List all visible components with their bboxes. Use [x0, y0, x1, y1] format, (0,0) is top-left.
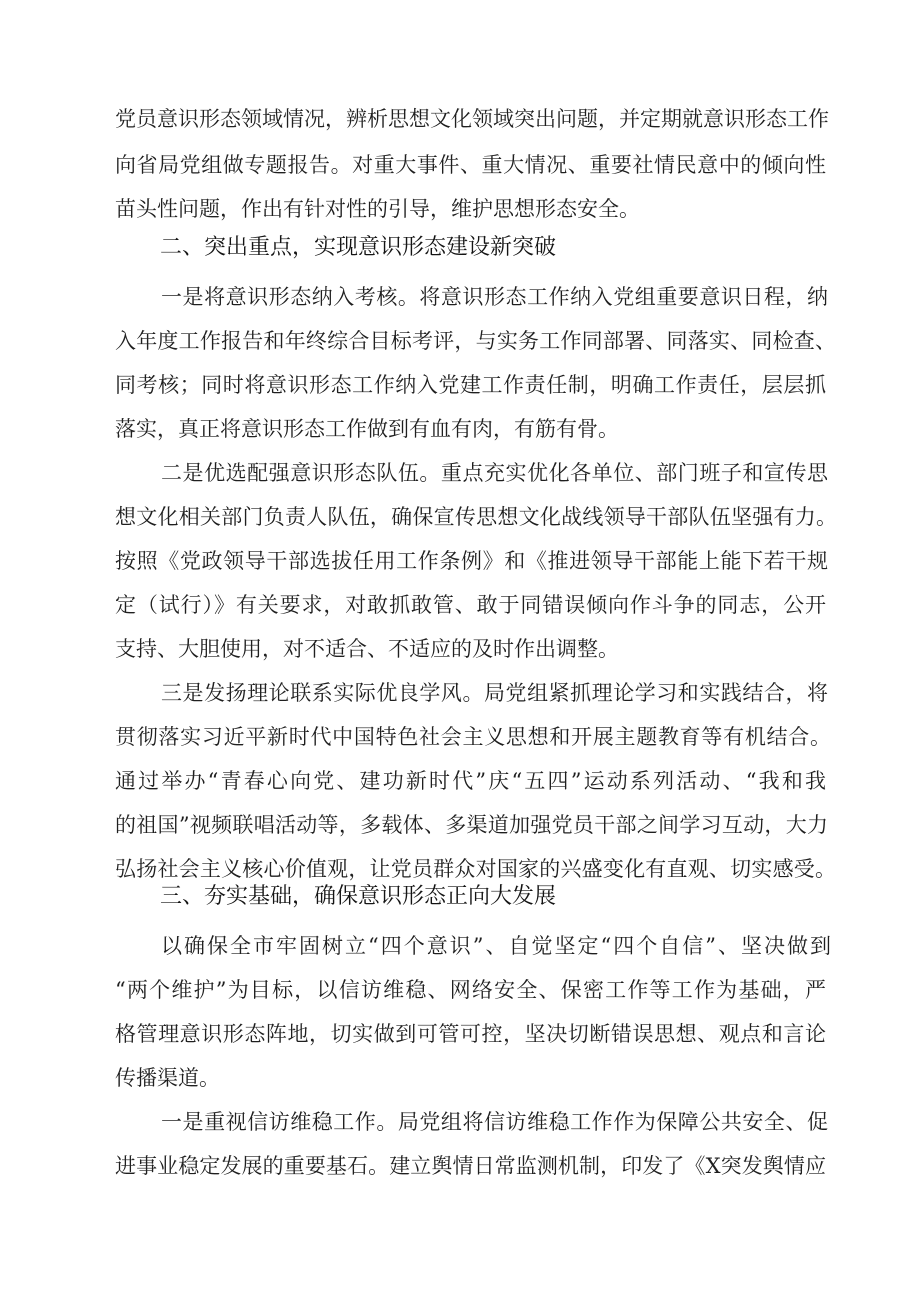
paragraph-line: 按照《党政领导干部选拔任用工作条例》和《推进领导干部能上能下若干规 — [115, 549, 828, 573]
paragraph-line: 向省局党组做专题报告。对重大事件、重大情况、重要社情民意中的倾向性 — [115, 153, 826, 177]
paragraph-line: 定（试行）》有关要求，对敢抓敢管、敢于同错误倾向作斗争的同志，公开 — [115, 593, 826, 617]
paragraph-line: 以确保全市牢固树立“四个意识”、自觉坚定“四个自信”、坚决做到 — [161, 934, 831, 958]
paragraph-line: 一是重视信访维稳工作。局党组将信访维稳工作作为保障公共安全、促 — [161, 1110, 828, 1134]
paragraph-line: 想文化相关部门负责人队伍，确保宣传思想文化战线领导干部队伍坚强有力。 — [115, 505, 837, 529]
paragraph-line: 弘扬社会主义核心价值观，让党员群众对国家的兴盛变化有直观、切实感受。 — [115, 857, 836, 881]
section-heading: 二、突出重点，实现意识形态建设新突破 — [160, 235, 557, 260]
paragraph-line: 三是发扬理论联系实际优良学风。局党组紧抓理论学习和实践结合，将 — [161, 681, 828, 705]
section-heading: 三、夯实基础，确保意识形态正向大发展 — [160, 884, 557, 909]
paragraph-line: 苗头性问题，作出有针对性的引导，维护思想形态安全。 — [115, 197, 640, 221]
paragraph-line: 入年度工作报告和年终综合目标考评，与实务工作同部署、同落实、同检查、 — [115, 329, 836, 353]
paragraph-line: 贯彻落实习近平新时代中国特色社会主义思想和开展主题教育等有机结合。 — [115, 725, 831, 749]
paragraph-line: 落实，真正将意识形态工作做到有血有肉，有筋有骨。 — [115, 417, 619, 441]
paragraph-line: 传播渠道。 — [115, 1066, 220, 1090]
paragraph-line: 格管理意识形态阵地，切实做到可管可控，坚决切断错误思想、观点和言论 — [115, 1022, 826, 1046]
paragraph-line: 同考核；同时将意识形态工作纳入党建工作责任制，明确工作责任，层层抓 — [115, 373, 826, 397]
paragraph-line: 一是将意识形态纳入考核。将意识形态工作纳入党组重要意识日程，纳 — [161, 285, 828, 309]
paragraph-line: 二是优选配强意识形态队伍。重点充实优化各单位、部门班子和宣传思 — [161, 461, 828, 485]
paragraph-line: 的祖国”视频联唱活动等，多载体、多渠道加强党员干部之间学习互动，大力 — [115, 813, 828, 837]
paragraph-line: 进事业稳定发展的重要基石。建立舆情日常监测机制，印发了《X突发舆情应 — [115, 1154, 826, 1178]
paragraph-line: 支持、大胆使用，对不适合、不适应的及时作出调整。 — [115, 637, 619, 661]
paragraph-line: 党员意识形态领域情况，辨析思想文化领域突出问题，并定期就意识形态工作 — [115, 107, 829, 131]
paragraph-line: “两个维护”为目标，以信访维稳、网络安全、保密工作等工作为基础，严 — [115, 978, 826, 1002]
paragraph-line: 通过举办“青春心向党、建功新时代”庆“五四”运动系列活动、“我和我 — [115, 769, 826, 793]
